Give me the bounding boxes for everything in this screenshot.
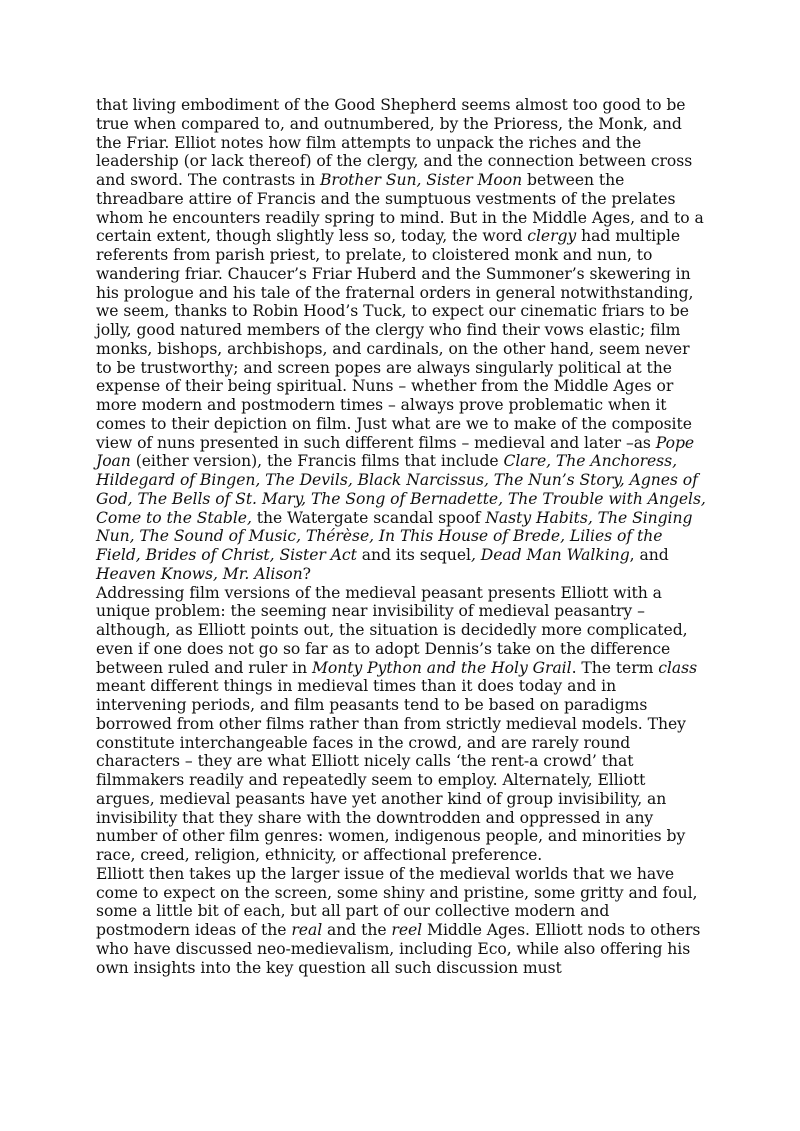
italic-title-text: Heaven Knows, Mr. Alison <box>96 564 303 583</box>
body-text: meant different things in medieval times than it does today and in intervening periods, and film peasants tend to be based on paradigms borrowed from other films rather than from strictly medieval models. They constitute interchangeable faces in the crowd, and are rarely round characters – they are what Elliott nicely calls ‘the rent-a crowd’ that filmmakers readily and repeatedly seem to employ. Alternately, Elliott argues, medieval peasants have yet another kind of group invisibility, an invisibility that they share with the downtrodden and oppressed in any number of other film genres: women, indigenous people, and minorities by race, creed, religion, ethnicity, or affectional preference. <box>96 677 686 864</box>
body-text: had multiple referents from parish priest, to prelate, to cloistered monk and nun, to wandering friar. Chaucer’s Friar Huberd and the Summoner’s skewering in his prologue and his tale of the fraternal orders in general notwithstanding, we seem, thanks to Robin Hood’s Tuck, to expect our cinematic friars to be jolly, good natured members of the clergy who find their vows elastic; film monks, bishops, archbishops, and cardinals, on the other hand, seem never to be trustworthy; and screen popes are always singularly political at the expense of their being spiritual. Nuns – whether from the Middle Ages or more modern and postmodern times – always prove problematic when it comes to their depiction on film. Just what are we to make of the composite view of nuns presented in such different films – medieval and later –as <box>96 227 694 452</box>
italic-title-text: class <box>658 658 698 677</box>
italic-title-text: Nasty Habits, The Singing Nun, The Sound of Music, Thérèse, In This House of Brede, Lilies of the Field, Brides of Christ, Sister Act <box>96 508 693 564</box>
italic-title-text: Brother Sun, Sister Moon <box>320 171 523 189</box>
body-text: ? <box>302 564 311 583</box>
body-text: (either version), the Francis films that include <box>130 452 504 471</box>
paragraph-medieval-worlds <box>96 865 706 978</box>
italic-title-text: real <box>291 921 323 939</box>
body-text: , and <box>629 546 669 564</box>
italic-title-text: Monty Python and the Holy Grail <box>311 658 572 677</box>
italic-title-text: , Dead Man Walking <box>470 546 630 564</box>
body-text: and its sequel <box>356 546 471 564</box>
body-text: . The term <box>571 658 659 677</box>
body-text: between the threadbare attire of Francis and the sumptuous vestments of the prelates whom he encounters readily spring to mind. But in the Middle Ages, and to a certain extent, though slightly less so, today, the word <box>96 171 704 246</box>
body-text: the Watergate scandal spoof <box>251 508 486 527</box>
body-text: that living embodiment of the Good Shepherd seems almost too good to be true when compared to, and outnumbered, by the Prioress, the Monk, and the Friar. Elliot notes how film attempts to unpack the riches and the leadership (or lack thereof) of the clergy, and the connection between cross and sword. The contrasts in <box>96 96 693 189</box>
body-text: Middle Ages. Elliott nods to others who have discussed neo-medievalism, including Eco, while also offering his own insights into the key question all such discussion must <box>96 921 701 977</box>
italic-title-text: Clare, The Anchoress, Hildegard of Bingen, The Devils, Black Narcissus, The Nun’s Story, Agnes of God, The Bells of St. Mary, The Song of Bernadette, The Trouble with Angels, Come to the Stable, <box>96 452 706 527</box>
body-text: Elliott then takes up the larger issue of the medieval worlds that we have come to expect on the screen, some shiny and pristine, some gritty and foul, some a little bit of each, but all part of our collective modern and postmodern ideas of the <box>96 864 698 939</box>
body-text: Addressing film versions of the medieval peasant presents Elliott with a unique problem: the seeming near invisibility of medieval peasantry – although, as Elliott points out, the situation is decidedly more complicated, even if one does not go so far as to adopt Dennis’s take on the difference between ruled and ruler in <box>96 583 688 677</box>
italic-title-text: Pope Joan <box>96 433 695 471</box>
paragraph-clergy-nuns <box>96 96 706 584</box>
italic-title-text: clergy <box>527 227 577 246</box>
paragraph-medieval-peasant <box>96 584 706 865</box>
body-text: and the <box>322 921 392 939</box>
italic-title-text: reel <box>391 921 423 939</box>
document-page <box>96 96 706 977</box>
